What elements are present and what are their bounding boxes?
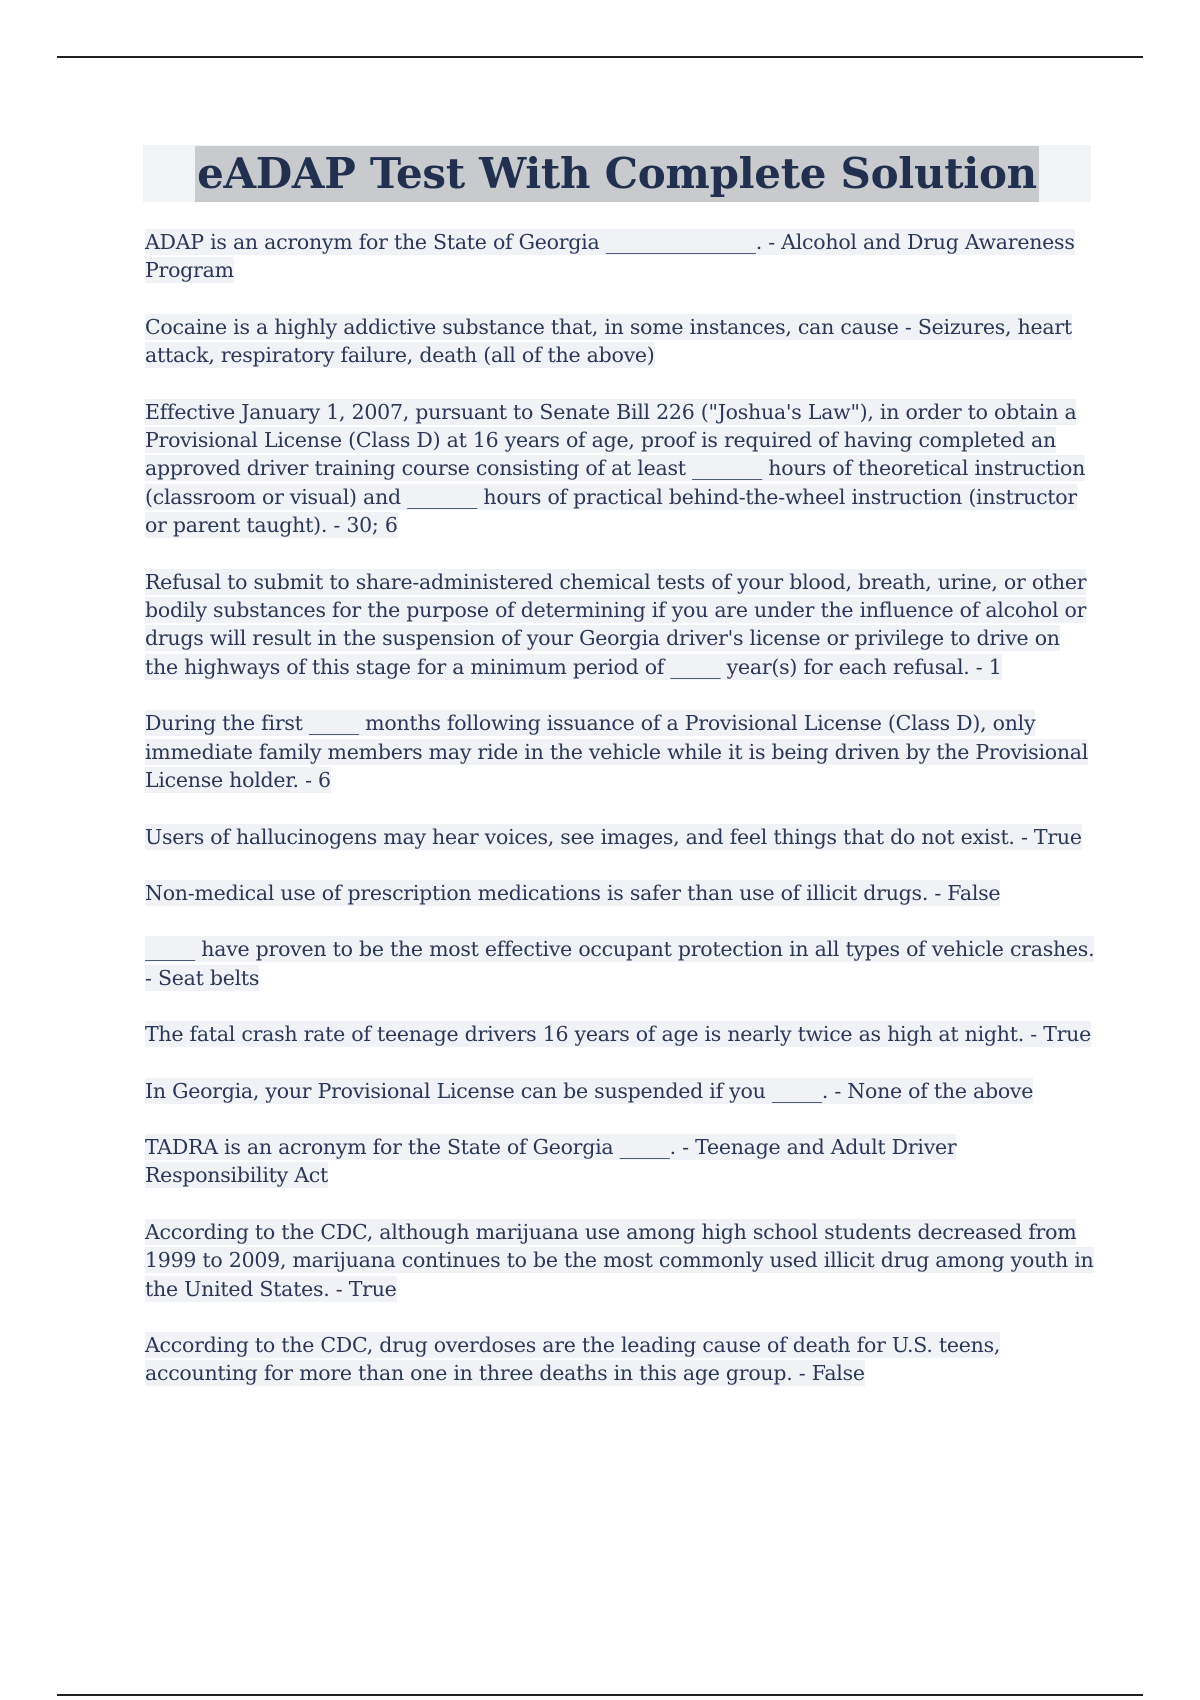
- qa-text: In Georgia, your Provisional License can be suspended if you _____. - None of the above: [145, 1078, 1034, 1103]
- qa-text: Non-medical use of prescription medications is safer than use of illicit drugs. - False: [145, 880, 1001, 905]
- bottom-rule: [57, 1694, 1143, 1696]
- qa-text: Refusal to submit to share-administered chemical tests of your blood, breath, urine, or other bodily substances for the purpose of determining if you are under the influence of alcohol or drugs will result in the suspension of your Georgia driver's license or privilege to drive on the highways of this stage for a minimum period of _____ year(s) for each refusal. - 1: [145, 569, 1087, 679]
- page-title: eADAP Test With Complete Solution: [195, 146, 1039, 202]
- qa-item: [145, 823, 1095, 851]
- qa-item: [145, 935, 1095, 992]
- qa-item: [145, 568, 1095, 682]
- qa-item: [145, 1133, 1095, 1190]
- qa-text: ADAP is an acronym for the State of Georgia _______________. - Alcohol and Drug Awareness Program: [145, 230, 1075, 283]
- qa-item: [145, 313, 1095, 370]
- title-band: [143, 145, 1091, 202]
- qa-item: [145, 1077, 1095, 1105]
- qa-item: [145, 398, 1095, 540]
- qa-text: According to the CDC, drug overdoses are the leading cause of death for U.S. teens, accounting for more than one in three deaths in this age group. - False: [145, 1332, 1001, 1386]
- qa-item: [145, 709, 1095, 794]
- qa-item: [145, 1020, 1095, 1048]
- qa-text: During the first _____ months following issuance of a Provisional License (Class D), only immediate family members may ride in the vehicle while it is being driven by the Provisional License holder. - 6: [145, 711, 1089, 793]
- qa-list: [145, 228, 1095, 1416]
- qa-text: According to the CDC, although marijuana use among high school students decreased from 1999 to 2009, marijuana continues to be the most commonly used illicit drug among youth in the United States. - True: [145, 1219, 1094, 1301]
- qa-item: [145, 879, 1095, 907]
- qa-item: [145, 1331, 1095, 1388]
- qa-text: Effective January 1, 2007, pursuant to Senate Bill 226 ("Joshua's Law"), in order to obtain a Provisional License (Class D) at 16 years of age, proof is required of having completed an approved driver training course consisting of at least _______ hours of theoretical instruction (classroom or visual) and _______ hours of practical behind-the-wheel instruction (instructor or parent taught). - 30; 6: [145, 399, 1086, 538]
- qa-text: _____ have proven to be the most effective occupant protection in all types of vehicle crashes. - Seat belts: [145, 937, 1095, 990]
- qa-text: Cocaine is a highly addictive substance that, in some instances, can cause - Seizures, heart attack, respiratory failure, death (all of the above): [145, 314, 1072, 368]
- qa-text: TADRA is an acronym for the State of Georgia _____. - Teenage and Adult Driver Responsibility Act: [145, 1134, 957, 1188]
- qa-text: Users of hallucinogens may hear voices, see images, and feel things that do not exist. - True: [145, 824, 1082, 849]
- top-rule: [57, 56, 1143, 58]
- qa-item: [145, 228, 1095, 285]
- qa-text: The fatal crash rate of teenage drivers 16 years of age is nearly twice as high at night. - True: [145, 1022, 1092, 1047]
- qa-item: [145, 1218, 1095, 1303]
